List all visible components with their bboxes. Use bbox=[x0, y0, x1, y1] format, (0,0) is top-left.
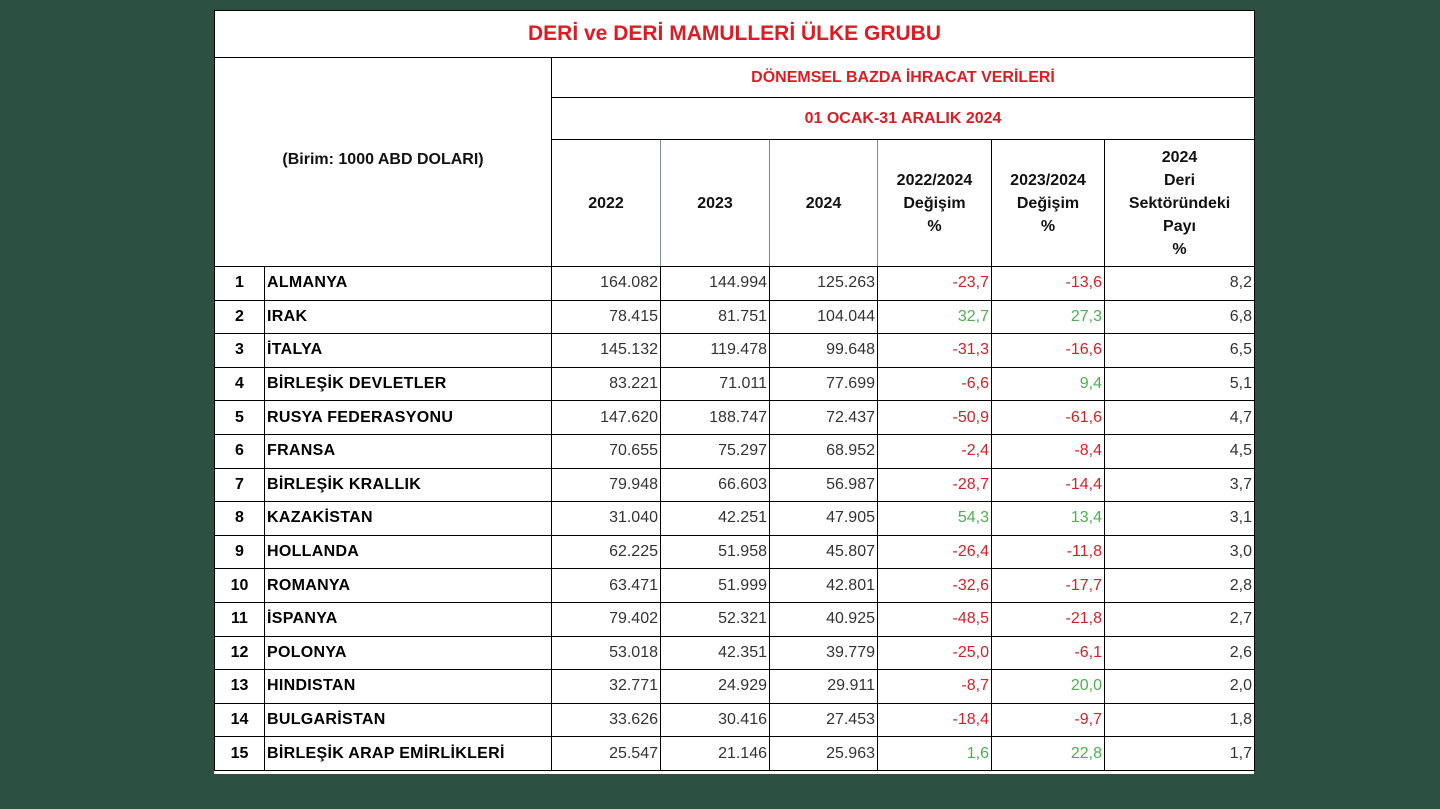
row-value-2023: 42.351 bbox=[661, 636, 770, 670]
row-sector-share: 1,8 bbox=[1105, 703, 1255, 737]
row-rank: 2 bbox=[215, 300, 265, 334]
row-change-2023-2024: 9,4 bbox=[992, 367, 1105, 401]
row-value-2024: 68.952 bbox=[770, 434, 878, 468]
table-row bbox=[215, 267, 1255, 301]
row-value-2024: 39.779 bbox=[770, 636, 878, 670]
row-change-2023-2024: -14,4 bbox=[992, 468, 1105, 502]
table-row bbox=[215, 602, 1255, 636]
export-data-sheet bbox=[214, 10, 1254, 774]
row-change-2022-2024: -26,4 bbox=[878, 535, 992, 569]
row-sector-share: 4,5 bbox=[1105, 434, 1255, 468]
row-sector-share: 1,7 bbox=[1105, 737, 1255, 771]
row-change-2022-2024: -2,4 bbox=[878, 434, 992, 468]
row-change-2022-2024: -18,4 bbox=[878, 703, 992, 737]
row-value-2024: 42.801 bbox=[770, 569, 878, 603]
row-country: HOLLANDA bbox=[265, 535, 552, 569]
row-change-2022-2024: 54,3 bbox=[878, 502, 992, 536]
row-value-2023: 119.478 bbox=[661, 334, 770, 368]
row-change-2022-2024: -48,5 bbox=[878, 602, 992, 636]
row-change-2023-2024: -11,8 bbox=[992, 535, 1105, 569]
table-row bbox=[215, 300, 1255, 334]
table-row bbox=[215, 569, 1255, 603]
col-header-2024: 2024 bbox=[770, 140, 878, 267]
row-change-2022-2024: -23,7 bbox=[878, 267, 992, 301]
table-row bbox=[215, 367, 1255, 401]
row-country: KAZAKİSTAN bbox=[265, 502, 552, 536]
row-value-2022: 83.221 bbox=[552, 367, 661, 401]
row-value-2022: 31.040 bbox=[552, 502, 661, 536]
table-row bbox=[215, 502, 1255, 536]
row-country: RUSYA FEDERASYONU bbox=[265, 401, 552, 435]
row-value-2023: 52.321 bbox=[661, 602, 770, 636]
row-country: İTALYA bbox=[265, 334, 552, 368]
row-value-2024: 29.911 bbox=[770, 670, 878, 704]
row-country: BİRLEŞİK DEVLETLER bbox=[265, 367, 552, 401]
row-country: FRANSA bbox=[265, 434, 552, 468]
row-value-2022: 33.626 bbox=[552, 703, 661, 737]
row-value-2024: 72.437 bbox=[770, 401, 878, 435]
table-row bbox=[215, 434, 1255, 468]
row-rank: 8 bbox=[215, 502, 265, 536]
row-change-2023-2024: 27,3 bbox=[992, 300, 1105, 334]
row-change-2023-2024: -8,4 bbox=[992, 434, 1105, 468]
row-sector-share: 2,0 bbox=[1105, 670, 1255, 704]
row-sector-share: 3,1 bbox=[1105, 502, 1255, 536]
row-country: POLONYA bbox=[265, 636, 552, 670]
row-sector-share: 3,0 bbox=[1105, 535, 1255, 569]
row-change-2023-2024: -13,6 bbox=[992, 267, 1105, 301]
row-sector-share: 4,7 bbox=[1105, 401, 1255, 435]
row-value-2023: 24.929 bbox=[661, 670, 770, 704]
unit-label: (Birim: 1000 ABD DOLARI) bbox=[215, 58, 552, 267]
row-value-2024: 40.925 bbox=[770, 602, 878, 636]
row-value-2023: 81.751 bbox=[661, 300, 770, 334]
export-table bbox=[214, 10, 1255, 771]
row-sector-share: 6,8 bbox=[1105, 300, 1255, 334]
row-value-2024: 47.905 bbox=[770, 502, 878, 536]
row-value-2022: 70.655 bbox=[552, 434, 661, 468]
row-value-2023: 21.146 bbox=[661, 737, 770, 771]
row-value-2022: 25.547 bbox=[552, 737, 661, 771]
row-change-2022-2024: -31,3 bbox=[878, 334, 992, 368]
row-change-2023-2024: 13,4 bbox=[992, 502, 1105, 536]
row-value-2023: 51.999 bbox=[661, 569, 770, 603]
col-header-sector-share: 2024 Deri Sektöründeki Payı % bbox=[1105, 140, 1255, 267]
row-value-2023: 66.603 bbox=[661, 468, 770, 502]
row-rank: 14 bbox=[215, 703, 265, 737]
row-change-2023-2024: 20,0 bbox=[992, 670, 1105, 704]
row-change-2023-2024: -16,6 bbox=[992, 334, 1105, 368]
row-rank: 6 bbox=[215, 434, 265, 468]
row-rank: 1 bbox=[215, 267, 265, 301]
row-change-2023-2024: 22,8 bbox=[992, 737, 1105, 771]
row-value-2022: 78.415 bbox=[552, 300, 661, 334]
row-change-2022-2024: -8,7 bbox=[878, 670, 992, 704]
row-rank: 15 bbox=[215, 737, 265, 771]
row-sector-share: 8,2 bbox=[1105, 267, 1255, 301]
row-country: ROMANYA bbox=[265, 569, 552, 603]
row-change-2022-2024: -28,7 bbox=[878, 468, 992, 502]
row-change-2022-2024: 32,7 bbox=[878, 300, 992, 334]
table-row bbox=[215, 334, 1255, 368]
table-row bbox=[215, 636, 1255, 670]
row-rank: 11 bbox=[215, 602, 265, 636]
period-header: DÖNEMSEL BAZDA İHRACAT VERİLERİ bbox=[552, 58, 1255, 98]
row-value-2023: 144.994 bbox=[661, 267, 770, 301]
row-rank: 12 bbox=[215, 636, 265, 670]
col-header-change-2023-2024: 2023/2024 Değişim % bbox=[992, 140, 1105, 267]
row-country: BİRLEŞİK ARAP EMİRLİKLERİ bbox=[265, 737, 552, 771]
row-value-2024: 45.807 bbox=[770, 535, 878, 569]
table-row bbox=[215, 703, 1255, 737]
row-rank: 4 bbox=[215, 367, 265, 401]
row-country: HINDISTAN bbox=[265, 670, 552, 704]
row-rank: 9 bbox=[215, 535, 265, 569]
row-value-2024: 104.044 bbox=[770, 300, 878, 334]
row-value-2023: 51.958 bbox=[661, 535, 770, 569]
row-value-2024: 25.963 bbox=[770, 737, 878, 771]
table-row bbox=[215, 670, 1255, 704]
row-value-2023: 71.011 bbox=[661, 367, 770, 401]
col-header-2022: 2022 bbox=[552, 140, 661, 267]
row-value-2024: 99.648 bbox=[770, 334, 878, 368]
row-value-2022: 164.082 bbox=[552, 267, 661, 301]
table-row bbox=[215, 401, 1255, 435]
row-country: BULGARİSTAN bbox=[265, 703, 552, 737]
row-rank: 7 bbox=[215, 468, 265, 502]
table-row bbox=[215, 737, 1255, 771]
row-value-2024: 125.263 bbox=[770, 267, 878, 301]
row-value-2023: 188.747 bbox=[661, 401, 770, 435]
row-value-2022: 145.132 bbox=[552, 334, 661, 368]
table-row bbox=[215, 468, 1255, 502]
row-value-2024: 77.699 bbox=[770, 367, 878, 401]
row-value-2022: 53.018 bbox=[552, 636, 661, 670]
row-rank: 5 bbox=[215, 401, 265, 435]
row-change-2022-2024: -25,0 bbox=[878, 636, 992, 670]
row-change-2023-2024: -61,6 bbox=[992, 401, 1105, 435]
row-value-2022: 79.402 bbox=[552, 602, 661, 636]
row-change-2023-2024: -6,1 bbox=[992, 636, 1105, 670]
row-country: IRAK bbox=[265, 300, 552, 334]
row-sector-share: 3,7 bbox=[1105, 468, 1255, 502]
row-value-2022: 63.471 bbox=[552, 569, 661, 603]
table-body bbox=[215, 267, 1255, 771]
row-value-2023: 30.416 bbox=[661, 703, 770, 737]
row-country: ALMANYA bbox=[265, 267, 552, 301]
row-rank: 10 bbox=[215, 569, 265, 603]
row-change-2022-2024: 1,6 bbox=[878, 737, 992, 771]
date-range-header: 01 OCAK-31 ARALIK 2024 bbox=[552, 98, 1255, 140]
row-sector-share: 5,1 bbox=[1105, 367, 1255, 401]
row-change-2022-2024: -50,9 bbox=[878, 401, 992, 435]
row-value-2022: 62.225 bbox=[552, 535, 661, 569]
col-header-2023: 2023 bbox=[661, 140, 770, 267]
row-value-2022: 147.620 bbox=[552, 401, 661, 435]
row-value-2022: 79.948 bbox=[552, 468, 661, 502]
row-sector-share: 2,7 bbox=[1105, 602, 1255, 636]
row-value-2023: 75.297 bbox=[661, 434, 770, 468]
col-header-change-2022-2024: 2022/2024 Değişim % bbox=[878, 140, 992, 267]
table-title: DERİ ve DERİ MAMULLERİ ÜLKE GRUBU bbox=[215, 11, 1255, 58]
table-row bbox=[215, 535, 1255, 569]
row-change-2023-2024: -9,7 bbox=[992, 703, 1105, 737]
row-sector-share: 2,6 bbox=[1105, 636, 1255, 670]
row-rank: 13 bbox=[215, 670, 265, 704]
row-value-2024: 56.987 bbox=[770, 468, 878, 502]
row-country: BİRLEŞİK KRALLIK bbox=[265, 468, 552, 502]
row-country: İSPANYA bbox=[265, 602, 552, 636]
row-change-2022-2024: -32,6 bbox=[878, 569, 992, 603]
row-change-2023-2024: -17,7 bbox=[992, 569, 1105, 603]
row-change-2022-2024: -6,6 bbox=[878, 367, 992, 401]
row-change-2023-2024: -21,8 bbox=[992, 602, 1105, 636]
row-value-2022: 32.771 bbox=[552, 670, 661, 704]
row-value-2023: 42.251 bbox=[661, 502, 770, 536]
row-value-2024: 27.453 bbox=[770, 703, 878, 737]
row-sector-share: 2,8 bbox=[1105, 569, 1255, 603]
row-sector-share: 6,5 bbox=[1105, 334, 1255, 368]
row-rank: 3 bbox=[215, 334, 265, 368]
